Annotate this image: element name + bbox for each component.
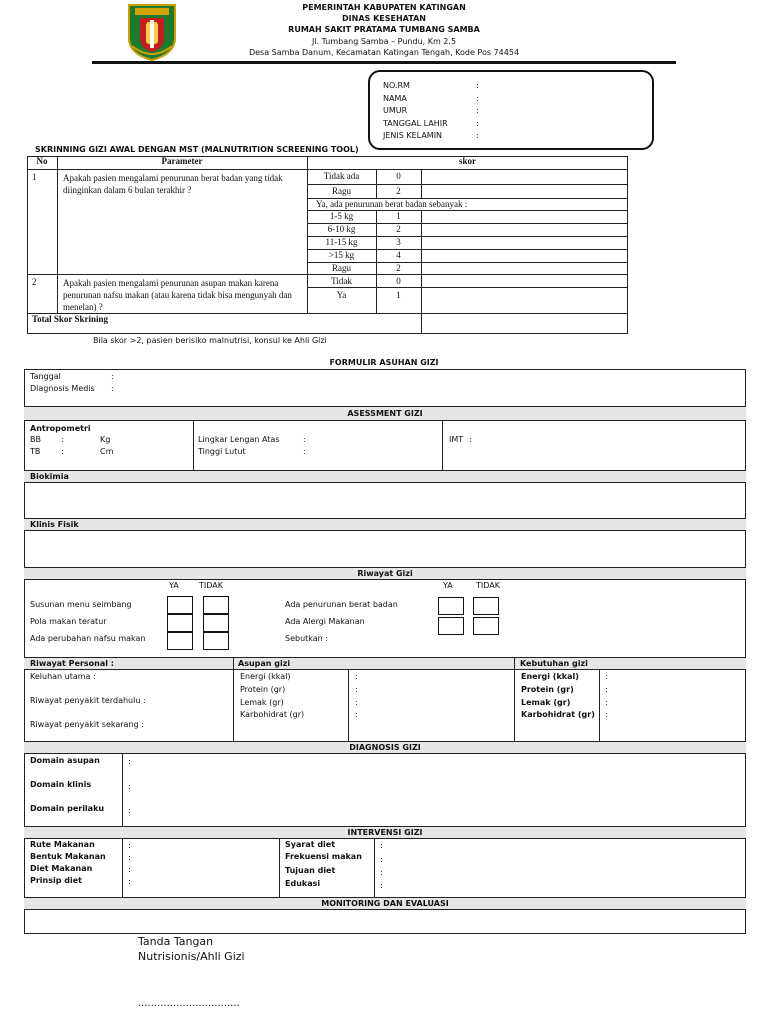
field-label: NAMA (383, 94, 407, 103)
field-label: NO.RM (383, 81, 410, 90)
personal-item: Riwayat penyakit sekarang : (30, 720, 144, 729)
signature-role: Nutrisionis/Ahli Gizi (138, 950, 245, 963)
total-score-label: Total Skor Skrining (32, 314, 109, 324)
option-score: 0 (396, 171, 401, 181)
checkbox-tidak[interactable] (203, 596, 229, 614)
intervensi-item: Prinsip diet (30, 876, 82, 885)
diagnosis-gizi-header: DIAGNOSIS GIZI (24, 741, 746, 754)
tb-unit: Cm (100, 447, 114, 456)
option-score: 1 (396, 290, 401, 300)
option-label: Ragu (332, 263, 351, 273)
checkbox-ya[interactable] (167, 632, 193, 650)
field-colon: : (476, 106, 479, 115)
colon: : (303, 447, 306, 456)
header-village: Desa Samba Danum, Kecamatan Katingan Tengah, Kode Pos 74454 (248, 48, 520, 57)
asupan-item: Karbohidrat (gr) (240, 710, 305, 719)
option-label: Tidak (331, 276, 352, 286)
kebutuhan-gizi-header: Kebutuhan gizi (520, 659, 588, 668)
option-score: 2 (396, 186, 401, 196)
colon: : (128, 757, 131, 766)
colon: : (380, 841, 383, 850)
field-colon: : (476, 81, 479, 90)
colon: : (128, 877, 131, 886)
kebutuhan-item: Protein (gr) (521, 685, 574, 694)
tidak-label: TIDAK (199, 581, 223, 590)
field-label: JENIS KELAMIN (383, 131, 443, 140)
field-label: UMUR (383, 106, 408, 115)
colon: : (355, 698, 358, 707)
intervensi-item: Syarat diet (285, 840, 336, 849)
history-item: Ada perubahan nafsu makan (30, 634, 146, 643)
diagnosis-medis-label: Diagnosis Medis (30, 384, 95, 393)
header-hospital: RUMAH SAKIT PRATAMA TUMBANG SAMBA (288, 25, 480, 34)
monev-header: MONITORING DAN EVALUASI (24, 897, 746, 910)
colon: : (128, 865, 131, 874)
colon: : (605, 685, 608, 694)
header-rule (92, 61, 676, 64)
history-item: Susunan menu seimbang (30, 600, 132, 609)
history-item: Pola makan teratur (30, 617, 107, 626)
intervensi-item: Bentuk Makanan (30, 852, 106, 861)
q1-sub-header: Ya, ada penurunan berat badan sebanyak : (316, 199, 468, 209)
intervensi-item: Tujuan diet (285, 866, 336, 875)
colon: : (605, 672, 608, 681)
colon: : (355, 685, 358, 694)
header-dept: DINAS KESEHATAN (342, 14, 426, 23)
checkbox-tidak[interactable] (203, 632, 229, 650)
riwayat-gizi-header: Riwayat Gizi (24, 567, 746, 580)
option-label: >15 kg (328, 250, 355, 260)
intervensi-gizi-header: INTERVENSI GIZI (24, 826, 746, 839)
q2-number: 2 (32, 277, 37, 287)
nutrition-care-form (24, 369, 746, 934)
biokimia-label: Biokimia (24, 470, 746, 483)
field-colon: : (476, 131, 479, 140)
kebutuhan-item: Lemak (gr) (521, 698, 571, 707)
colon: : (380, 855, 383, 864)
colon: : (128, 841, 131, 850)
colon: : (111, 384, 114, 393)
form-title: FORMULIR ASUHAN GIZI (329, 358, 439, 367)
q1-number: 1 (32, 172, 37, 182)
kebutuhan-item: Energi (kkal) (521, 672, 579, 681)
intervensi-item: Diet Makanan (30, 864, 93, 873)
col-parameter: Parameter (161, 156, 203, 166)
ya-label: YA (169, 581, 179, 590)
header-govt: PEMERINTAH KABUPATEN KATINGAN (302, 3, 466, 12)
field-colon: : (476, 119, 479, 128)
colon: : (469, 435, 472, 444)
colon: : (61, 435, 64, 444)
asupan-item: Protein (gr) (240, 685, 286, 694)
asupan-item: Lemak (gr) (240, 698, 284, 707)
col-skor: skor (458, 156, 476, 166)
ya-label: YA (443, 581, 453, 590)
personal-item: Riwayat penyakit terdahulu : (30, 696, 146, 705)
option-label: 6-10 kg (327, 224, 356, 234)
signature-label: Tanda Tangan (138, 935, 214, 948)
option-label: Ragu (332, 186, 351, 196)
colon: : (128, 806, 131, 815)
mst-note: Bila skor >2, pasien berisiko malnutrisi, konsul ke Ahli Gizi (93, 336, 327, 345)
colon: : (61, 447, 64, 456)
mst-title: SKRINNING GIZI AWAL DENGAN MST (MALNUTRITION SCREENING TOOL) (35, 145, 359, 154)
colon: : (605, 698, 608, 707)
option-score: 3 (396, 237, 401, 247)
imt-label: IMT (449, 435, 464, 444)
bb-unit: Kg (100, 435, 111, 444)
header-address: Jl. Tumbang Samba – Pundu, Km 2.5 (311, 37, 457, 46)
riwayat-personal-header: Riwayat Personal : (30, 659, 114, 668)
domain-item: Domain asupan (30, 756, 100, 765)
tb-label: TB (30, 447, 41, 456)
history-item: Ada penurunan berat badan (285, 600, 398, 609)
option-score: 2 (396, 263, 401, 273)
checkbox-ya[interactable] (167, 596, 193, 614)
option-label: 1-5 kg (329, 211, 354, 221)
tanggal-label: Tanggal (30, 372, 61, 381)
colon: : (128, 853, 131, 862)
history-item: Ada Alergi Makanan (285, 617, 365, 626)
kebutuhan-item: Karbohidrat (gr) (521, 710, 595, 719)
asupan-item: Energi (kkal) (240, 672, 291, 681)
bb-label: BB (30, 435, 41, 444)
colon: : (111, 372, 114, 381)
assessment-header: ASESSMENT GIZI (24, 406, 746, 421)
colon: : (303, 435, 306, 444)
lila-label: Lingkar Lengan Atas (198, 435, 280, 444)
option-score: 2 (396, 224, 401, 234)
option-label: Ya (336, 290, 347, 300)
checkbox-tidak[interactable] (473, 597, 499, 615)
field-colon: : (476, 94, 479, 103)
option-label: Tidak ada (323, 171, 360, 181)
checkbox-ya[interactable] (438, 617, 464, 635)
intervensi-item: Rute Makanan (30, 840, 95, 849)
option-score: 1 (396, 211, 401, 221)
tinggi-lutut-label: Tinggi Lutut (198, 447, 246, 456)
checkbox-ya[interactable] (438, 597, 464, 615)
q1-text: Apakah pasien mengalami penurunan berat badan yang tidak diinginkan dalam 6 bulan terakhir ? (63, 173, 283, 195)
option-score: 0 (396, 276, 401, 286)
signature-line: ................................ (138, 998, 240, 1009)
domain-item: Domain perilaku (30, 804, 105, 813)
colon: : (355, 710, 358, 719)
colon: : (355, 672, 358, 681)
intervensi-item: Frekuensi makan (285, 852, 362, 861)
klinis-fisik-label: Klinis Fisik (24, 518, 746, 531)
history-item: Sebutkan : (285, 634, 328, 643)
q2-text: Apakah pasien mengalami penurunan asupan makan karena penurunan nafsu makan (atau karena tidak bisa mengunyah dan menelan) ? (63, 278, 292, 312)
checkbox-ya[interactable] (167, 614, 193, 632)
personal-item: Keluhan utama : (30, 672, 96, 681)
colon: : (380, 868, 383, 877)
colon: : (380, 881, 383, 890)
intervensi-item: Edukasi (285, 879, 321, 888)
colon: : (605, 710, 608, 719)
field-label: TANGGAL LAHIR (383, 119, 448, 128)
checkbox-tidak[interactable] (473, 617, 499, 635)
option-label: 11-15 kg (325, 237, 358, 247)
col-no: No (36, 156, 48, 166)
antropometri-label: Antropometri (30, 424, 91, 433)
tidak-label: TIDAK (476, 581, 500, 590)
option-score: 4 (396, 250, 401, 260)
colon: : (128, 782, 131, 791)
checkbox-tidak[interactable] (203, 614, 229, 632)
domain-item: Domain klinis (30, 780, 92, 789)
asupan-gizi-header: Asupan gizi (238, 659, 291, 668)
